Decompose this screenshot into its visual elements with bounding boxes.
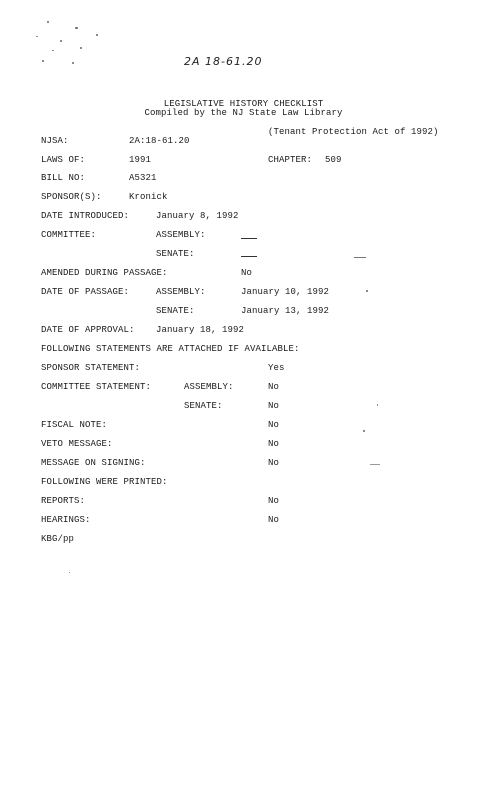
scan-speck — [72, 62, 74, 64]
committee-statement-assembly-value: No — [268, 382, 280, 392]
fiscal-note-value: No — [268, 420, 280, 430]
bill-no-label: BILL NO: — [41, 173, 86, 183]
committee-label: COMMITTEE: — [41, 230, 97, 240]
scan-speck — [69, 572, 70, 573]
committee-statement-senate-label: SENATE: — [184, 401, 223, 411]
message-on-signing-label: MESSAGE ON SIGNING: — [41, 458, 146, 468]
passage-senate-value: January 13, 1992 — [241, 306, 330, 316]
scan-speck — [75, 27, 78, 29]
date-introduced-label: DATE INTRODUCED: — [41, 211, 130, 221]
scan-mark — [354, 257, 366, 258]
sponsors-label: SPONSOR(S): — [41, 192, 102, 202]
scan-speck — [363, 430, 365, 432]
committee-senate-blank — [241, 256, 257, 257]
printed-heading: FOLLOWING WERE PRINTED: — [41, 477, 168, 487]
date-introduced-value: January 8, 1992 — [156, 211, 239, 221]
scan-speck — [366, 290, 368, 292]
scan-speck — [80, 47, 82, 49]
sponsor-statement-value: Yes — [268, 363, 285, 373]
scan-speck — [36, 36, 38, 37]
njsa-value: 2A:18-61.20 — [129, 136, 190, 146]
laws-of-value: 1991 — [129, 155, 152, 165]
date-of-approval-value: January 18, 1992 — [156, 325, 245, 335]
scan-speck — [60, 40, 62, 42]
fiscal-note-label: FISCAL NOTE: — [41, 420, 108, 430]
scan-speck — [52, 50, 54, 51]
message-on-signing-value: No — [268, 458, 280, 468]
bill-no-value: A5321 — [129, 173, 157, 183]
date-of-passage-label: DATE OF PASSAGE: — [41, 287, 130, 297]
laws-of-label: LAWS OF: — [41, 155, 86, 165]
scan-speck — [377, 404, 378, 406]
handwritten-citation: 2A 18-61.20 — [184, 55, 263, 68]
document-title: LEGISLATIVE HISTORY CHECKLIST — [163, 99, 324, 109]
amended-label: AMENDED DURING PASSAGE: — [41, 268, 168, 278]
scan-speck — [42, 60, 44, 62]
committee-assembly-label: ASSEMBLY: — [156, 230, 206, 240]
committee-senate-label: SENATE: — [156, 249, 195, 259]
reports-label: REPORTS: — [41, 496, 86, 506]
passage-assembly-label: ASSEMBLY: — [156, 287, 206, 297]
committee-statement-senate-value: No — [268, 401, 280, 411]
scan-speck — [47, 21, 49, 23]
passage-assembly-value: January 10, 1992 — [241, 287, 330, 297]
document-subtitle: Compiled by the NJ State Law Library — [144, 108, 343, 118]
passage-senate-label: SENATE: — [156, 306, 195, 316]
sponsor-statement-label: SPONSOR STATEMENT: — [41, 363, 141, 373]
act-name: (Tenant Protection Act of 1992) — [268, 127, 439, 137]
committee-assembly-blank — [241, 238, 257, 239]
committee-statement-assembly-label: ASSEMBLY: — [184, 382, 234, 392]
date-of-approval-label: DATE OF APPROVAL: — [41, 325, 135, 335]
scan-mark — [370, 464, 380, 465]
hearings-value: No — [268, 515, 280, 525]
hearings-label: HEARINGS: — [41, 515, 91, 525]
chapter-label: CHAPTER: — [268, 155, 313, 165]
committee-statement-label: COMMITTEE STATEMENT: — [41, 382, 152, 392]
chapter-value: 509 — [325, 155, 342, 165]
scan-speck — [96, 34, 98, 36]
veto-message-label: VETO MESSAGE: — [41, 439, 113, 449]
reports-value: No — [268, 496, 280, 506]
attached-statements-heading: FOLLOWING STATEMENTS ARE ATTACHED IF AVAILABLE: — [41, 344, 300, 354]
veto-message-value: No — [268, 439, 280, 449]
njsa-label: NJSA: — [41, 136, 69, 146]
typist-initials: KBG/pp — [41, 534, 75, 544]
sponsors-value: Kronick — [129, 192, 168, 202]
amended-value: No — [241, 268, 253, 278]
